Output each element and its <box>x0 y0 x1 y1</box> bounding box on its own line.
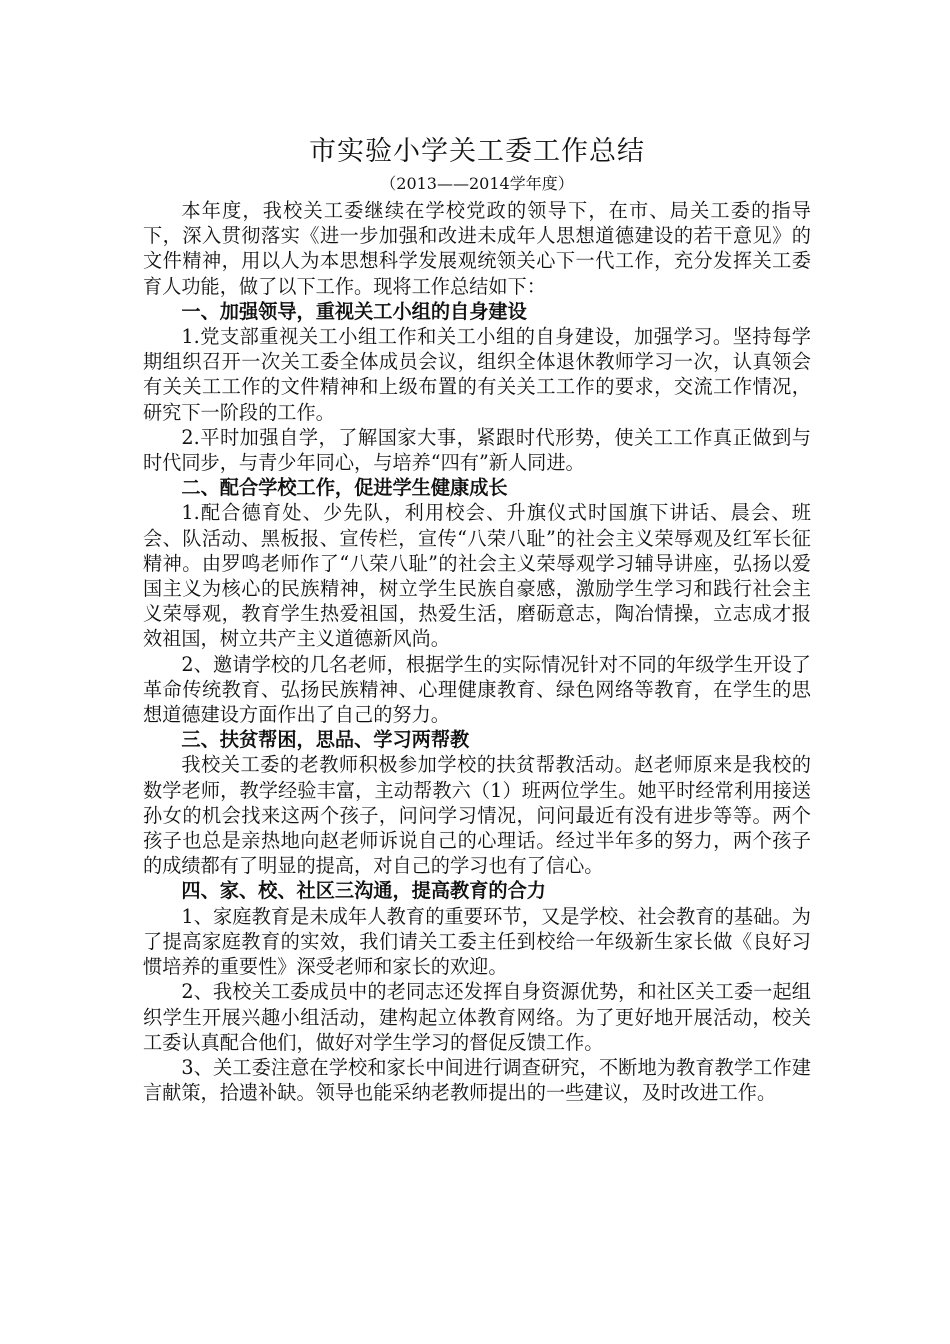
section-paragraph: 1.党支部重视关工小组工作和关工小组的自身建设，加强学习。坚持每学期组织召开一次关工委全体成员会议，组织全体退休教师学习一次，认真领会有关关工工作的文件精神和上级布置的有关关工工作的要求，交流工作情况，研究下一阶段的工作。 <box>143 325 811 424</box>
section-paragraph: 1、家庭教育是未成年人教育的重要环节，又是学校、社会教育的基础。为了提高家庭教育的实效，我们请关工委主任到校给一年级新生家长做《良好习惯培养的重要性》深受老师和家长的欢迎。 <box>143 904 811 979</box>
section-paragraph: 我校关工委的老教师积极参加学校的扶贫帮教活动。赵老师原来是我校的数学老师，教学经验丰富，主动帮教六（1）班两位学生。她平时经常利用接送孙女的机会找来这两个孩子，问问学习情况，问问最近有没有进步等等。两个孩子也总是亲热地向赵老师诉说自己的心理话。经过半年多的努力，两个孩子的成绩都有了明显的提高，对自己的学习也有了信心。 <box>143 753 811 878</box>
document-title: 市实验小学关工委工作总结 <box>309 136 645 167</box>
section-paragraph: 2、我校关工委成员中的老同志还发挥自身资源优势，和社区关工委一起组织学生开展兴趣小组活动，建构起立体教育网络。为了更好地开展活动，校关工委认真配合他们，做好对学生学习的督促反馈工作。 <box>143 980 811 1054</box>
section-paragraph: 2、邀请学校的几名老师，根据学生的实际情况针对不同的年级学生开设了革命传统教育、弘扬民族精神、心理健康教育、绿色网络等教育，在学生的思想道德建设方面作出了自己的努力。 <box>143 652 811 727</box>
section-heading: 四、家、校、社区三沟通，提高教育的合力 <box>181 879 546 903</box>
section-4 <box>143 878 811 1105</box>
section-paragraph: 1.配合德育处、少先队，利用校会、升旗仪式时国旗下讲话、晨会、班会、队活动、黑板报、宣传栏，宣传“八荣八耻”的社会主义荣辱观及红军长征精神。由罗鸣老师作了“八荣八耻”的社会主义荣辱观学习辅导讲座，弘扬以爱国主义为核心的民族精神，树立学生民族自豪感，激励学生学习和践行社会主义荣辱观，教育学生热爱祖国，热爱生活，磨砺意志，陶冶情操，立志成才报效祖国，树立共产主义道德新风尚。 <box>143 501 811 651</box>
section-3 <box>143 727 811 878</box>
section-heading: 一、加强领导，重视关工小组的自身建设 <box>181 299 527 323</box>
document-subtitle: （2013——2014学年度） <box>380 174 574 193</box>
section-heading: 三、扶贫帮困，思品、学习两帮教 <box>181 728 470 752</box>
section-paragraph: 2.平时加强自学，了解国家大事，紧跟时代形势，使关工工作真正做到与时代同步，与青少年同心，与培养“四有”新人同进。 <box>143 425 811 475</box>
section-heading: 二、配合学校工作，促进学生健康成长 <box>181 476 508 500</box>
section-paragraph: 3、关工委注意在学校和家长中间进行调查研究，不断地为教育教学工作建言献策，拾遗补缺。领导也能采纳老教师提出的一些建议，及时改进工作。 <box>143 1055 811 1105</box>
section-2 <box>143 475 811 727</box>
document-body <box>143 132 811 1105</box>
intro-paragraph: 本年度，我校关工委继续在学校党政的领导下，在市、局关工委的指导下，深入贯彻落实《进一步加强和改进未成年人思想道德建设的若干意见》的文件精神，用以人为本思想科学发展观统领关心下一代工作，充分发挥关工委育人功能，做了以下工作。现将工作总结如下： <box>143 199 811 298</box>
section-1 <box>143 299 811 475</box>
